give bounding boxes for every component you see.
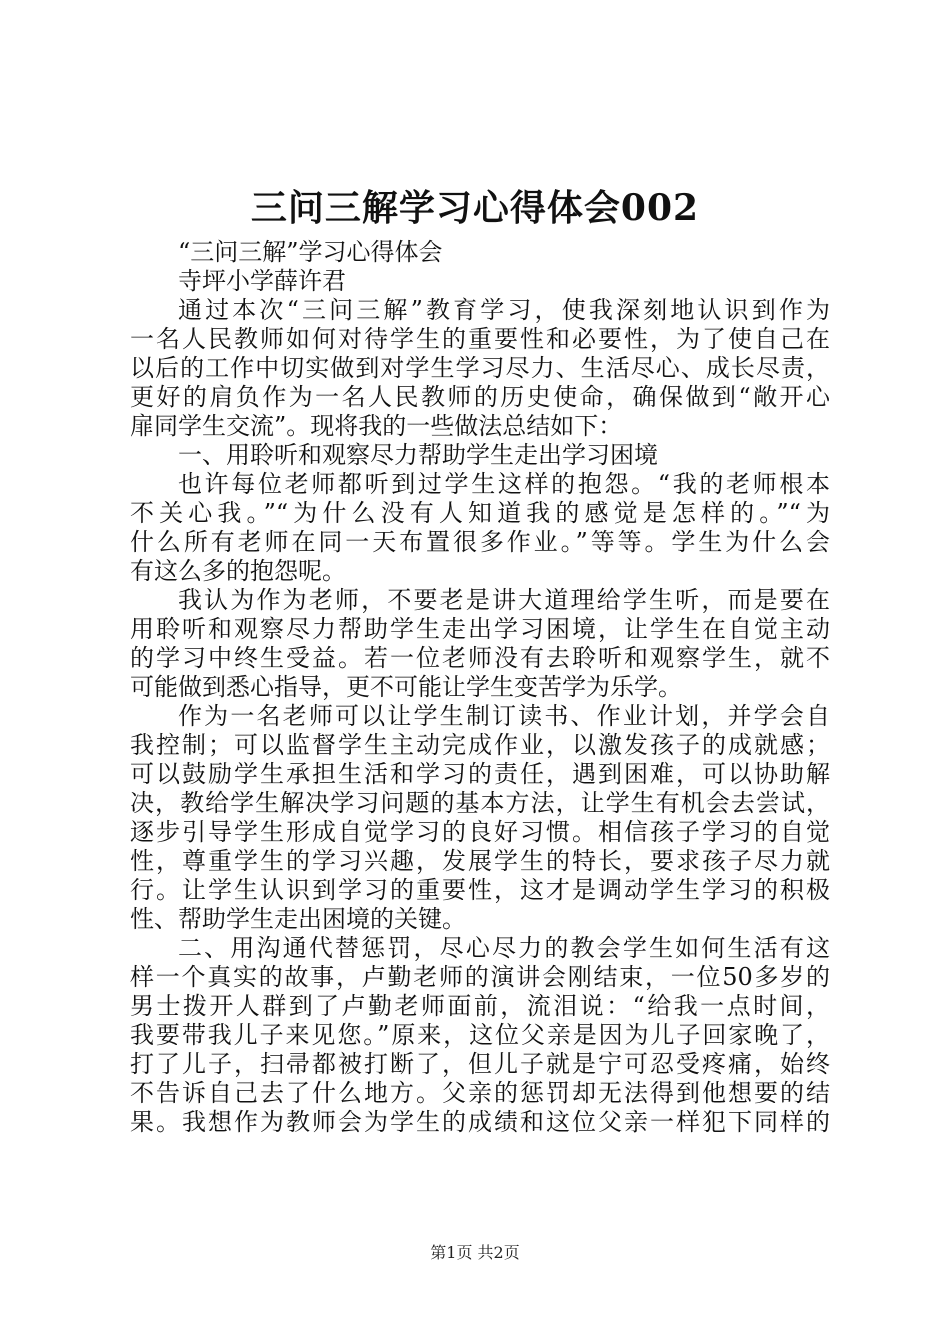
text-line: 更好的肩负作为一名人民教师的历史使命，确保做到“敞开心 xyxy=(130,383,830,411)
text-line: 用聆听和观察尽力帮助学生走出学习困境，让学生在自觉主动 xyxy=(130,615,830,643)
subtitle-line: “三问三解”学习心得体会 xyxy=(178,238,443,266)
text-line: 通过本次“三问三解”教育学习，使我深刻地认识到作为 xyxy=(178,296,830,324)
text-line: 什么所有老师在同一天布置很多作业。”等等。学生为什么会 xyxy=(130,528,830,556)
author-line: 寺坪小学薛许君 xyxy=(178,267,346,295)
text-line: 性、帮助学生走出困境的关键。 xyxy=(130,905,466,933)
text-line: 扉同学生交流”。现将我的一些做法总结如下： xyxy=(130,412,623,440)
text-line: 男士拨开人群到了卢勤老师面前，流泪说：“给我一点时间， xyxy=(130,992,830,1020)
text-line: 可以鼓励学生承担生活和学习的责任，遇到困难，可以协助解 xyxy=(130,760,830,788)
text-line: 也许每位老师都听到过学生这样的抱怨。“我的老师根本 xyxy=(178,470,830,498)
text-line: 我要带我儿子来见您。”原来，这位父亲是因为儿子回家晚了， xyxy=(130,1021,830,1049)
text-line: 样一个真实的故事，卢勤老师的演讲会刚结束，一位50多岁的 xyxy=(130,963,830,991)
text-line: 不告诉自己去了什么地方。父亲的惩罚却无法得到他想要的结 xyxy=(130,1079,830,1107)
text-line: 以后的工作中切实做到对学生学习尽力、生活尽心、成长尽责， xyxy=(130,354,830,382)
text-line: 不关心我。”“为什么没有人知道我的感觉是怎样的。”“为 xyxy=(130,499,830,527)
document-title: 三问三解学习心得体会002 xyxy=(250,187,700,229)
text-line: 可能做到悉心指导，更不可能让学生变苦学为乐学。 xyxy=(130,673,682,701)
text-line: 决，教给学生解决学习问题的基本方法，让学生有机会去尝试， xyxy=(130,789,830,817)
text-line: 的学习中终生受益。若一位老师没有去聆听和观察学生，就不 xyxy=(130,644,830,672)
section-heading: 一、用聆听和观察尽力帮助学生走出学习困境 xyxy=(178,441,658,469)
text-line: 行。让学生认识到学习的重要性，这才是调动学生学习的积极 xyxy=(130,876,830,904)
text-line: 果。我想作为教师会为学生的成绩和这位父亲一样犯下同样的 xyxy=(130,1108,830,1136)
text-line: 我控制；可以监督学生主动完成作业，以激发孩子的成就感； xyxy=(130,731,830,759)
page-footer: 第1页 共2页 xyxy=(430,1243,520,1262)
text-line: 性，尊重学生的学习兴趣，发展学生的特长，要求孩子尽力就 xyxy=(130,847,830,875)
text-line: 作为一名老师可以让学生制订读书、作业计划，并学会自 xyxy=(178,702,830,730)
document-body xyxy=(130,238,830,1137)
text-line: 一名人民教师如何对待学生的重要性和必要性，为了使自己在 xyxy=(130,325,830,353)
text-line: 打了儿子，扫帚都被打断了，但儿子就是宁可忍受疼痛，始终 xyxy=(130,1050,830,1078)
text-line: 有这么多的抱怨呢。 xyxy=(130,557,346,585)
text-line: 我认为作为老师，不要老是讲大道理给学生听，而是要在 xyxy=(178,586,830,614)
text-line: 逐步引导学生形成自觉学习的良好习惯。相信孩子学习的自觉 xyxy=(130,818,830,846)
section-heading: 二、用沟通代替惩罚，尽心尽力的教会学生如何生活有这 xyxy=(178,934,830,962)
